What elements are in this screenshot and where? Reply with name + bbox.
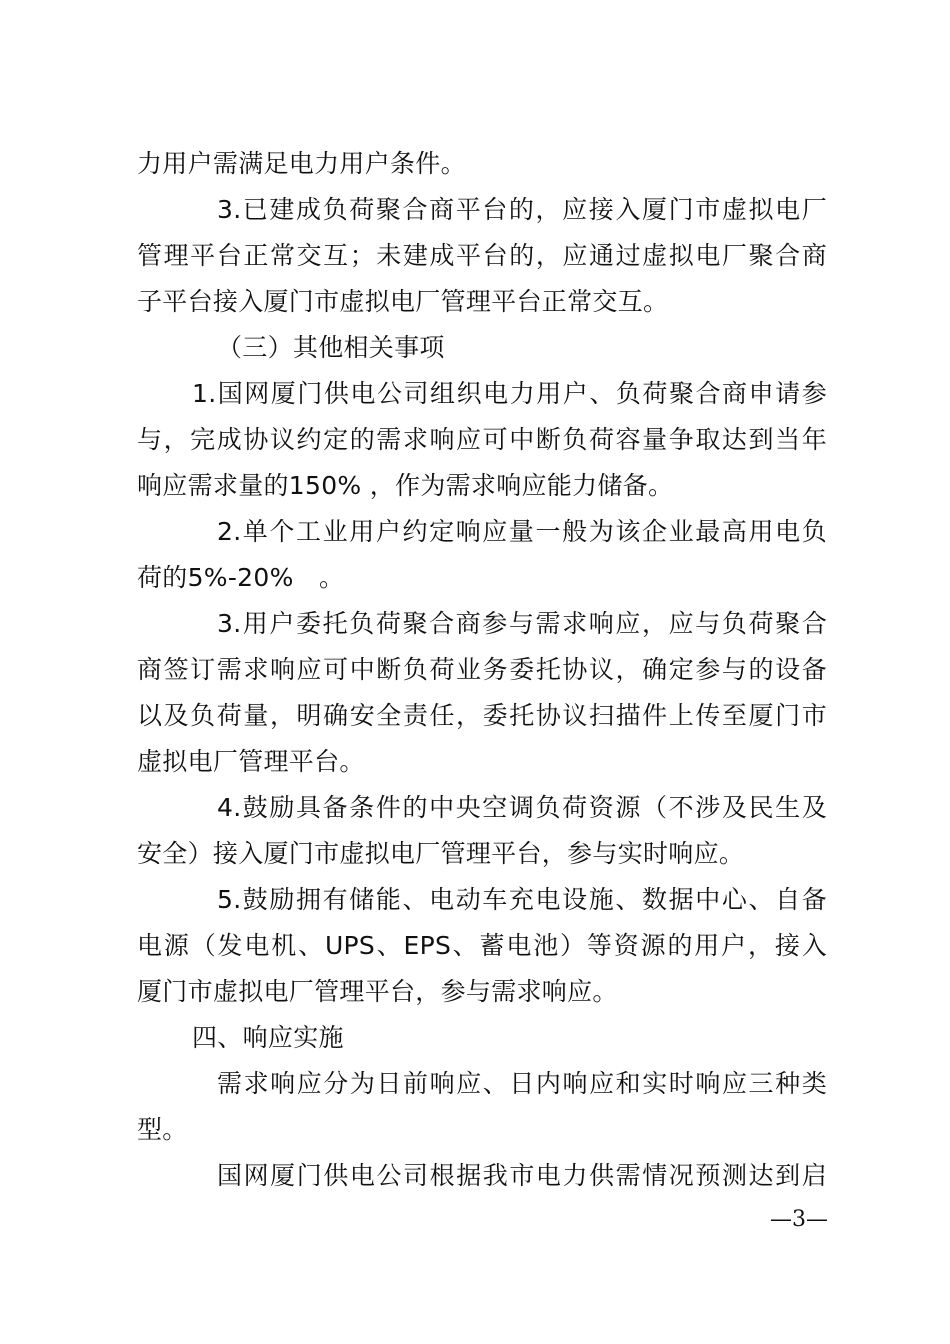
paragraph-line: 2.单个工业用户约定响应量一般为该企业最高用电负	[217, 517, 827, 546]
paragraph-line: 安全）接入厦门市虚拟电厂管理平台，参与实时响应。	[137, 839, 745, 868]
section-heading: （三）其他相关事项	[217, 333, 445, 362]
paragraph-line: 3.用户委托负荷聚合商参与需求响应，应与负荷聚合	[217, 609, 827, 638]
paragraph-line: 管理平台正常交互；未建成平台的，应通过虚拟电厂聚合商	[137, 241, 827, 270]
page-number: —3—	[770, 1207, 828, 1232]
paragraph-line: 电源（发电机、UPS、EPS、蓄电池）等资源的用户，接入	[137, 931, 827, 960]
paragraph-line: 商签订需求响应可中断负荷业务委托协议，确定参与的设备	[137, 655, 827, 684]
paragraph-line: 5.鼓励拥有储能、电动车充电设施、数据中心、自备	[217, 885, 827, 914]
paragraph-line: 需求响应分为日前响应、日内响应和实时响应三种类	[217, 1069, 827, 1098]
paragraph-line: 国网厦门供电公司根据我市电力供需情况预测达到启	[217, 1161, 827, 1190]
paragraph-line: 与，完成协议约定的需求响应可中断负荷容量争取达到当年	[137, 425, 827, 454]
section-heading: 四、响应实施	[192, 1023, 344, 1052]
paragraph-line: 虚拟电厂管理平台。	[137, 747, 365, 776]
body-text	[137, 141, 827, 1199]
paragraph-line: 1.国网厦门供电公司组织电力用户、负荷聚合商申请参	[192, 379, 827, 408]
paragraph-line: 力用户需满足电力用户条件。	[137, 149, 466, 178]
paragraph-line: 4.鼓励具备条件的中央空调负荷资源（不涉及民生及	[217, 793, 827, 822]
paragraph-line: 以及负荷量，明确安全责任，委托协议扫描件上传至厦门市	[137, 701, 827, 730]
paragraph-line: 子平台接入厦门市虚拟电厂管理平台正常交互。	[137, 287, 669, 316]
paragraph-line: 荷的5%-20% 。	[137, 563, 345, 592]
paragraph-line: 响应需求量的150% ，作为需求响应能力储备。	[137, 471, 674, 500]
paragraph-line: 厦门市虚拟电厂管理平台，参与需求响应。	[137, 977, 618, 1006]
paragraph-line: 型。	[137, 1115, 188, 1144]
paragraph-line: 3.已建成负荷聚合商平台的，应接入厦门市虚拟电厂	[217, 195, 827, 224]
